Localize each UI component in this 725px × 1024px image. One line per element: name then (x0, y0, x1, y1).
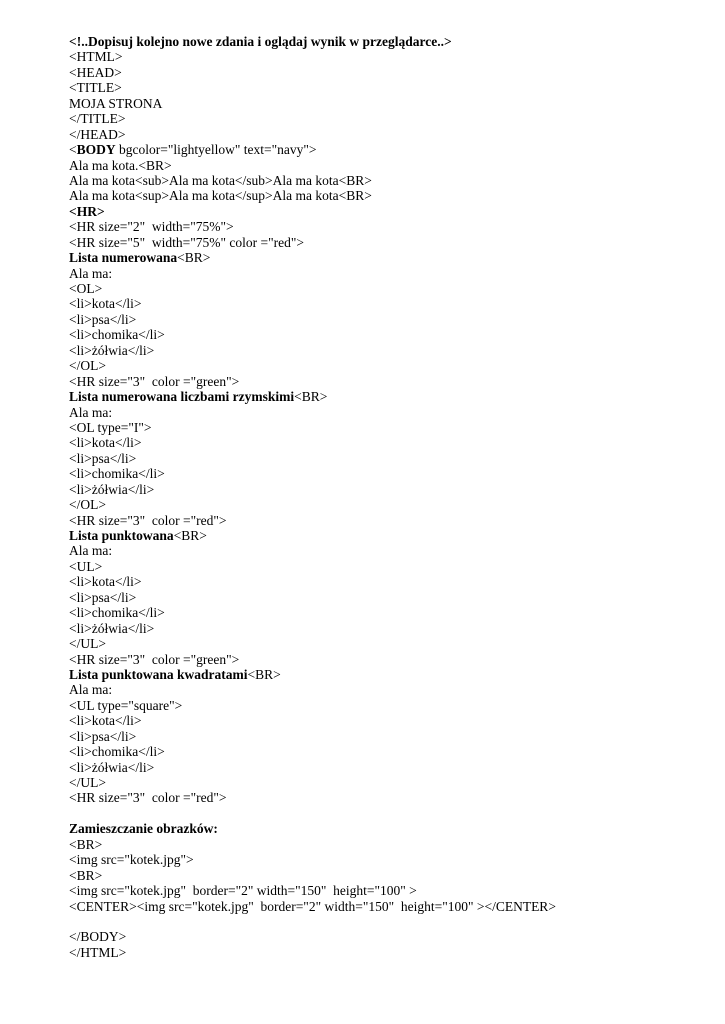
text-segment: <BR> (69, 836, 103, 852)
code-line (69, 821, 709, 836)
code-line (69, 142, 709, 157)
code-line (69, 682, 709, 697)
code-line (69, 327, 709, 342)
text-segment: <li>chomika</li> (69, 744, 165, 760)
text-segment: </BODY> (69, 929, 127, 945)
text-segment: <HTML> (69, 49, 123, 65)
bold-text-segment: Lista punktowana kwadratami (69, 666, 248, 682)
code-line (69, 374, 709, 389)
code-line (69, 111, 709, 126)
code-line (69, 343, 709, 358)
text-segment: <HR size="3" color ="green"> (69, 373, 240, 389)
blank-line (69, 914, 709, 929)
text-segment: <HR size="3" color ="red"> (69, 790, 227, 806)
text-segment: <li>kota</li> (69, 574, 142, 590)
code-line (69, 158, 709, 173)
text-segment: </HEAD> (69, 126, 126, 142)
code-line (69, 513, 709, 528)
code-line (69, 528, 709, 543)
text-segment: <li>żółwia</li> (69, 620, 155, 636)
code-line (69, 713, 709, 728)
code-line (69, 266, 709, 281)
code-line (69, 204, 709, 219)
code-line (69, 698, 709, 713)
text-segment: <li>psa</li> (69, 728, 137, 744)
code-line (69, 65, 709, 80)
code-line (69, 80, 709, 95)
text-segment: <OL> (69, 281, 103, 296)
text-segment: <li>chomika</li> (69, 327, 165, 343)
code-line (69, 358, 709, 373)
text-segment: Ala ma: (69, 682, 113, 698)
text-segment: <BR> (69, 867, 103, 883)
code-line (69, 173, 709, 188)
text-segment: </HTML> (69, 944, 127, 960)
code-line (69, 760, 709, 775)
text-segment: <HR size="3" color ="red"> (69, 512, 227, 528)
code-line (69, 652, 709, 667)
code-line (69, 281, 709, 296)
code-line (69, 868, 709, 883)
text-segment: <li>żółwia</li> (69, 759, 155, 775)
text-segment: <li>kota</li> (69, 296, 142, 312)
text-segment: </OL> (69, 358, 106, 374)
code-line (69, 883, 709, 898)
bold-text-segment: Lista numerowana (69, 250, 178, 266)
code-line (69, 188, 709, 203)
code-line (69, 219, 709, 234)
text-segment: Ala ma kota.<BR> (69, 157, 172, 173)
text-segment: Ala ma: (69, 543, 113, 559)
text-segment: Ala ma: (69, 265, 113, 281)
code-line (69, 127, 709, 142)
bold-text-segment: Lista numerowana liczbami rzymskimi (69, 389, 295, 405)
text-segment: <li>chomika</li> (69, 605, 165, 621)
text-segment: <BR> (294, 389, 328, 405)
text-segment: </OL> (69, 497, 106, 513)
text-segment: <UL type="square"> (69, 697, 183, 713)
text-segment: <OL type="I"> (69, 419, 152, 435)
code-line (69, 667, 709, 682)
code-line (69, 929, 709, 944)
text-segment: <li>psa</li> (69, 589, 137, 605)
text-segment: </TITLE> (69, 111, 126, 127)
code-line (69, 405, 709, 420)
text-segment: <HR size="5" width="75%" color ="red"> (69, 234, 304, 250)
text-segment: Ala ma kota<sub>Ala ma kota</sub>Ala ma kota<BR> (69, 172, 372, 188)
code-line (69, 466, 709, 481)
text-segment: </UL> (69, 636, 106, 652)
text-segment: <img src="kotek.jpg" border="2" width="150" height="100" > (69, 883, 417, 899)
code-line (69, 729, 709, 744)
text-segment: <img src="kotek.jpg"> (69, 852, 194, 868)
bold-text-segment: BODY (76, 142, 116, 158)
text-segment: <HR size="2" width="75%"> (69, 219, 234, 235)
code-line (69, 837, 709, 852)
code-line (69, 945, 709, 960)
code-line (69, 744, 709, 759)
bold-text-segment: Lista punktowana (69, 528, 174, 543)
text-segment: <li>kota</li> (69, 713, 142, 729)
code-line (69, 296, 709, 311)
code-line (69, 543, 709, 558)
code-line (69, 790, 709, 805)
text-segment: <BR> (173, 528, 207, 543)
bold-text-segment: Zamieszczanie obrazków: (69, 821, 218, 837)
code-line (69, 605, 709, 620)
text-segment: MOJA STRONA (69, 95, 163, 111)
bold-text-segment: <!..Dopisuj kolejno nowe zdania i oglądaj wynik w przeglądarce..> (69, 34, 452, 49)
code-line (69, 451, 709, 466)
text-segment: < (69, 142, 77, 158)
code-line (69, 96, 709, 111)
text-segment: <TITLE> (69, 80, 122, 96)
text-segment: <BR> (247, 666, 281, 682)
code-line (69, 899, 709, 914)
code-line (69, 590, 709, 605)
text-segment: <li>psa</li> (69, 450, 137, 466)
code-line (69, 420, 709, 435)
code-line (69, 559, 709, 574)
text-segment: <HR size="3" color ="green"> (69, 651, 240, 667)
text-segment: bgcolor="lightyellow" text="navy"> (115, 142, 317, 158)
text-segment: <li>psa</li> (69, 311, 137, 327)
code-line (69, 312, 709, 327)
text-segment: <CENTER><img src="kotek.jpg" border="2" width="150" height="100" ></CENTER> (69, 898, 556, 914)
code-line (69, 497, 709, 512)
blank-line (69, 806, 709, 821)
text-segment: Ala ma kota<sup>Ala ma kota</sup>Ala ma kota<BR> (69, 188, 372, 204)
code-line (69, 235, 709, 250)
text-segment: Ala ma: (69, 404, 113, 420)
text-segment: <li>chomika</li> (69, 466, 165, 482)
code-line (69, 49, 709, 64)
code-line (69, 482, 709, 497)
code-line (69, 389, 709, 404)
code-line (69, 636, 709, 651)
document-body (69, 34, 709, 960)
code-line (69, 574, 709, 589)
code-line (69, 435, 709, 450)
text-segment: <UL> (69, 558, 103, 574)
code-line (69, 250, 709, 265)
code-line (69, 852, 709, 867)
code-line (69, 34, 709, 49)
text-segment: <HEAD> (69, 64, 122, 80)
code-line (69, 621, 709, 636)
bold-text-segment: <HR> (69, 203, 105, 219)
code-line (69, 775, 709, 790)
text-segment: <li>kota</li> (69, 435, 142, 451)
text-segment: <li>żółwia</li> (69, 481, 155, 497)
text-segment: <BR> (177, 250, 211, 266)
text-segment: <li>żółwia</li> (69, 342, 155, 358)
text-segment: </UL> (69, 775, 106, 790)
